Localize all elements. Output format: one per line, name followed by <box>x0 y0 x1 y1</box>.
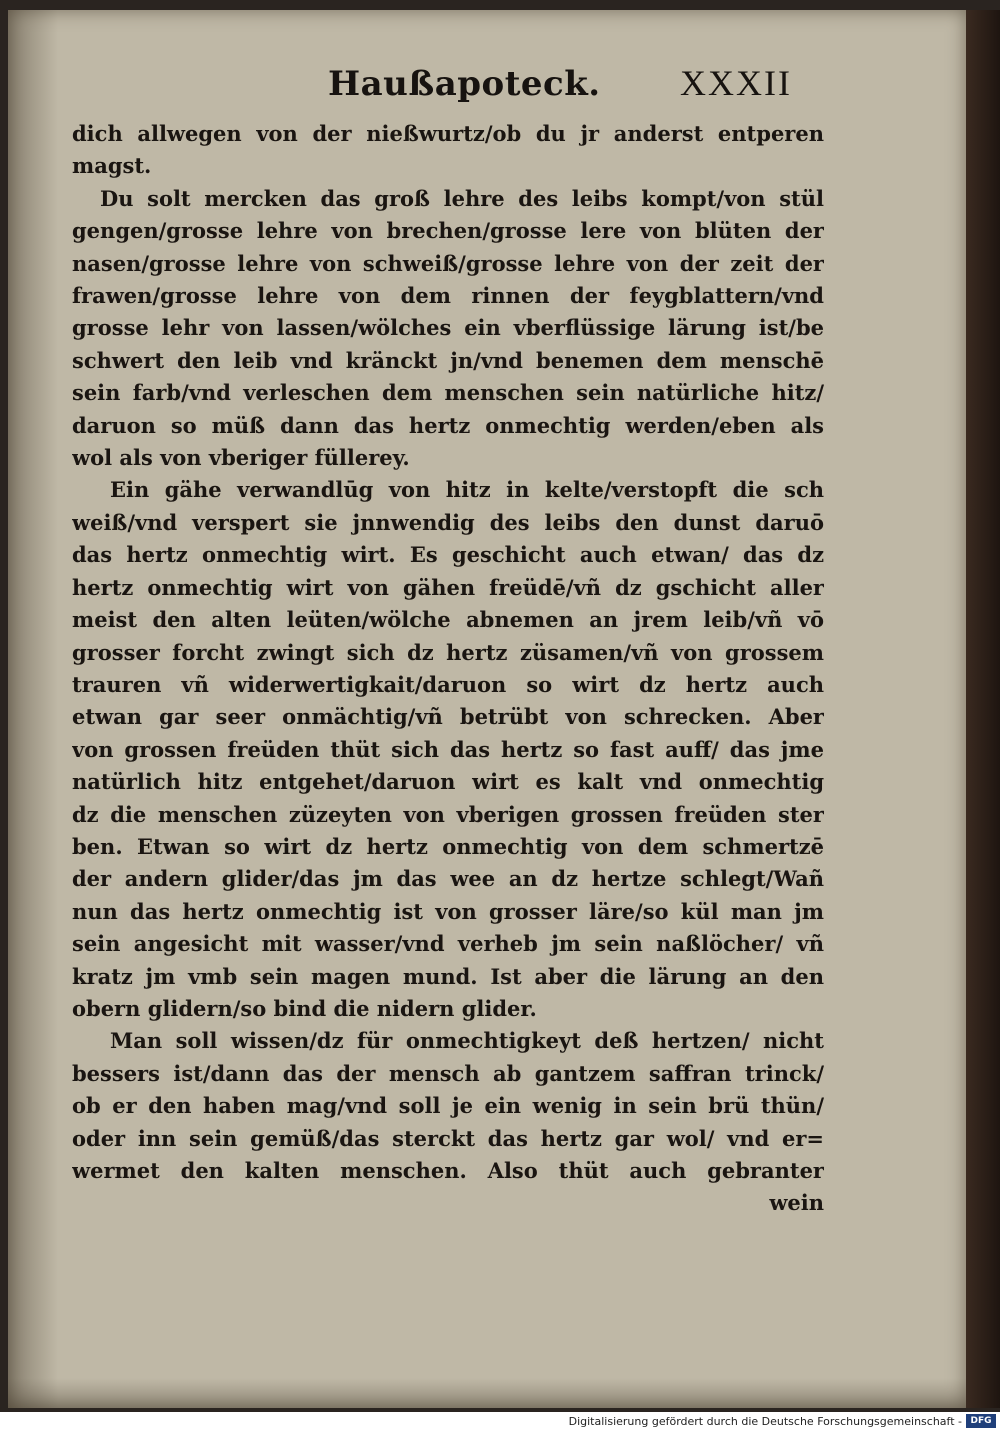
text-line: Man soll wissen/dz für onmechtigkeyt deß hertzen/ nicht <box>110 1028 824 1054</box>
text-line: etwan gar seer onmächtig/vñ betrübt von schrecken. Aber <box>72 704 824 730</box>
text-line: Du solt mercken das groß lehre des leibs kompt/von stül <box>100 185 824 211</box>
text-line: ben. Etwan so wirt dz hertz onmechtig von dem schmertzē <box>72 833 824 859</box>
text-line: dz die menschen züzeyten von vberigen grossen freüden ster <box>72 801 824 827</box>
text-line: natürlich hitz entgehet/daruon wirt es kalt vnd onmechtig <box>72 769 824 795</box>
folio-number: XXXII <box>680 63 792 103</box>
text-line: bessers ist/dann das der mensch ab gantzem saffran trinck/ <box>72 1060 824 1086</box>
text-line: meist den alten leüten/wölche abnemen an jrem leib/vñ vō <box>72 607 824 633</box>
body-text <box>72 118 824 1220</box>
text-line: sein angesicht mit wasser/vnd verheb jm sein naßlöcher/ vñ <box>72 931 824 957</box>
text-line: schwert den leib vnd kränckt jn/vnd benemen dem menschē <box>72 347 824 373</box>
footer-band <box>0 1412 1000 1432</box>
funding-credit: Digitalisierung gefördert durch die Deutsche Forschungsgemeinschaft - <box>568 1415 962 1428</box>
text-line: wol als von vberiger füllerey. <box>72 445 410 471</box>
text-line: nasen/grosse lehre von schweiß/grosse lehre von der zeit der <box>72 250 824 276</box>
text-line: gengen/grosse lehre von brechen/grosse lere von blüten der <box>72 218 824 244</box>
catchword: wein <box>769 1190 824 1216</box>
book-page <box>8 10 966 1408</box>
text-line: der andern glider/das jm das wee an dz hertze schlegt/Wañ <box>72 866 824 892</box>
text-line: Ein gähe verwandlūg von hitz in kelte/verstopft die sch <box>110 477 824 503</box>
text-line: weiß/vnd verspert sie jnnwendig des leibs den dunst daruō <box>72 509 824 535</box>
text-line: daruon so müß dann das hertz onmechtig werden/eben als <box>72 412 824 438</box>
text-line: wermet den kalten menschen. Also thüt auch gebranter <box>72 1158 824 1183</box>
text-line: ob er den haben mag/vnd soll je ein wenig in sein brü thün/ <box>72 1093 824 1119</box>
page-header <box>8 58 966 108</box>
text-line: grosser forcht zwingt sich dz hertz züsamen/vñ von grossem <box>72 639 824 665</box>
text-line: sein farb/vnd verleschen dem menschen sein natürliche hitz/ <box>72 380 824 406</box>
book-edge <box>966 10 1000 1408</box>
text-line: dich allwegen von der nießwurtz/ob du jr anderst entperen <box>72 121 824 146</box>
text-line: oder inn sein gemüß/das sterckt das hertz gar wol/ vnd er= <box>72 1125 824 1151</box>
dfg-logo-icon: DFG <box>966 1414 996 1428</box>
text-line: hertz onmechtig wirt von gähen freüdē/vñ dz gschicht aller <box>72 574 824 600</box>
text-line: kratz jm vmb sein magen mund. Ist aber die lärung an den <box>72 963 824 989</box>
text-line: magst. <box>72 153 152 179</box>
running-head: Haußapoteck. <box>328 64 601 104</box>
text-line: frawen/grosse lehre von dem rinnen der feygblattern/vnd <box>72 283 824 309</box>
text-line: grosse lehr von lassen/wölches ein vberflüssige lärung ist/be <box>72 315 824 341</box>
text-line: von grossen freüden thüt sich das hertz so fast auff/ das jme <box>72 736 824 762</box>
text-line: obern glidern/so bind die nidern glider. <box>72 995 537 1021</box>
text-line: das hertz onmechtig wirt. Es geschicht auch etwan/ das dz <box>72 542 824 568</box>
text-line: trauren vñ widerwertigkait/daruon so wirt dz hertz auch <box>72 671 824 697</box>
text-line: nun das hertz onmechtig ist von grosser läre/so kül man jm <box>72 898 824 924</box>
